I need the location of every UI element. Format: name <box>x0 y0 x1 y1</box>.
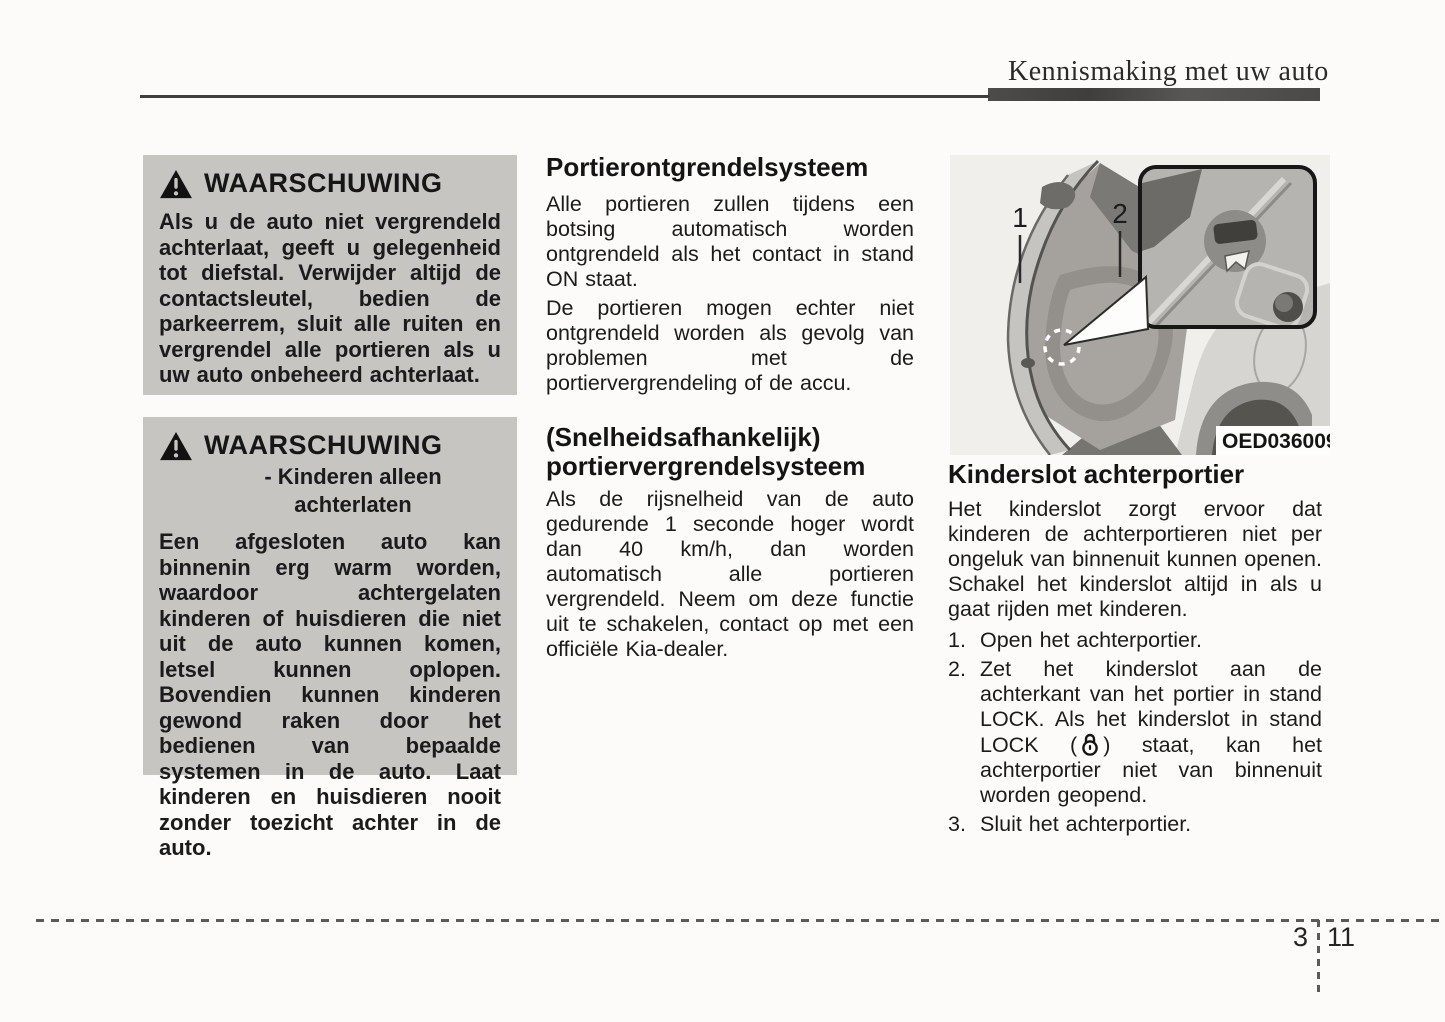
warning-header <box>159 430 501 461</box>
header-accent-bar <box>988 88 1320 101</box>
warning-header <box>159 168 501 199</box>
warning-triangle-icon <box>159 431 193 461</box>
step-item <box>948 628 1322 653</box>
chapter-number: 3 <box>1293 922 1309 952</box>
warning-body: Een afgesloten auto kan binnenin erg warm worden, waardoor achtergelaten kinderen of huisdieren die niet uit de auto kunnen komen, letsel kunnen oplopen. Bovendien kunnen kinderen gewond raken door het bedienen van bepaalde systemen in de auto. Laat kinderen en huisdieren nooit zonder toezicht achter in de auto. <box>159 529 501 860</box>
lock-icon <box>1079 732 1101 756</box>
step-number: 1. <box>948 628 966 652</box>
warning-title: WAARSCHUWING <box>204 168 443 198</box>
section-heading-child-lock: Kinderslot achterportier <box>948 459 1245 489</box>
paragraph: Als de rijsnelheid van de auto gedurende 1 seconde hoger wordt dan 40 km/h, dan worden automatisch alle portieren vergrendeld. Neem om deze functie uit te schakelen, contact op met een officiële Kia-dealer. <box>546 487 914 661</box>
step-text-after-icon: ) staat, kan het achterportier niet van binnenuit worden geopend. <box>980 733 1323 807</box>
figure-label-1: 1 <box>1012 202 1028 233</box>
paragraph: Het kinderslot zorgt ervoor dat kinderen de achterportieren niet per ongeluk van binnenuit kunnen openen. Schakel het kinderslot altijd in als u gaat rijden met kinderen. <box>948 497 1322 621</box>
rear-door-drawing <box>950 155 1330 455</box>
child-lock-steps <box>948 628 1322 841</box>
step-item <box>948 657 1322 808</box>
step-text: Open het achterportier. <box>980 628 1202 652</box>
footer-dashed-rule <box>36 919 1440 922</box>
warning-body: Als u de auto niet vergrendeld achterlaat, geeft u gelegenheid tot diefstal. Verwijder altijd de contactsleutel, bedien de parkeerrem, sluit alle ruiten en vergrendel alle portieren als u uw auto onbeheerd achterlaat. <box>159 209 501 387</box>
warning-triangle-icon <box>159 169 193 199</box>
step-item <box>948 812 1322 837</box>
step-number: 2. <box>948 657 966 681</box>
footer-dashed-divider <box>1317 918 1320 992</box>
step-number: 3. <box>948 812 966 836</box>
paragraph: Alle portieren zullen tijdens een botsing automatisch worden ontgrendeld als het contact in stand ON staat. <box>546 192 914 291</box>
warning-box-theft <box>143 155 517 395</box>
section-heading-speed-lock: (Snelheidsafhankelijk) portiervergrendelsysteem <box>546 422 866 481</box>
step-text <box>980 657 1322 807</box>
section-heading-door-unlock: Portierontgrendelsysteem <box>546 152 869 182</box>
header-rule <box>140 95 990 98</box>
step-text-before-icon: Zet het kinderslot aan de achterkant van het portier in stand LOCK. Als het kinderslot in stand LOCK ( <box>980 657 1322 757</box>
figure-caption: OED036009 <box>1222 430 1330 453</box>
warning-box-children <box>143 417 517 860</box>
figure-label-2: 2 <box>1112 198 1128 229</box>
page-number: 11 <box>1327 922 1356 952</box>
paragraph: De portieren mogen echter niet ontgrendeld worden als gevolg van problemen met de portiervergrendeling of de accu. <box>546 296 914 395</box>
door-childlock-illustration <box>950 155 1330 455</box>
chapter-title: Kennismaking met uw auto <box>1008 56 1329 87</box>
step-text: Sluit het achterportier. <box>980 812 1192 836</box>
warning-title: WAARSCHUWING <box>204 430 443 460</box>
warning-subtitle: - Kinderen alleen achterlaten <box>264 464 442 517</box>
